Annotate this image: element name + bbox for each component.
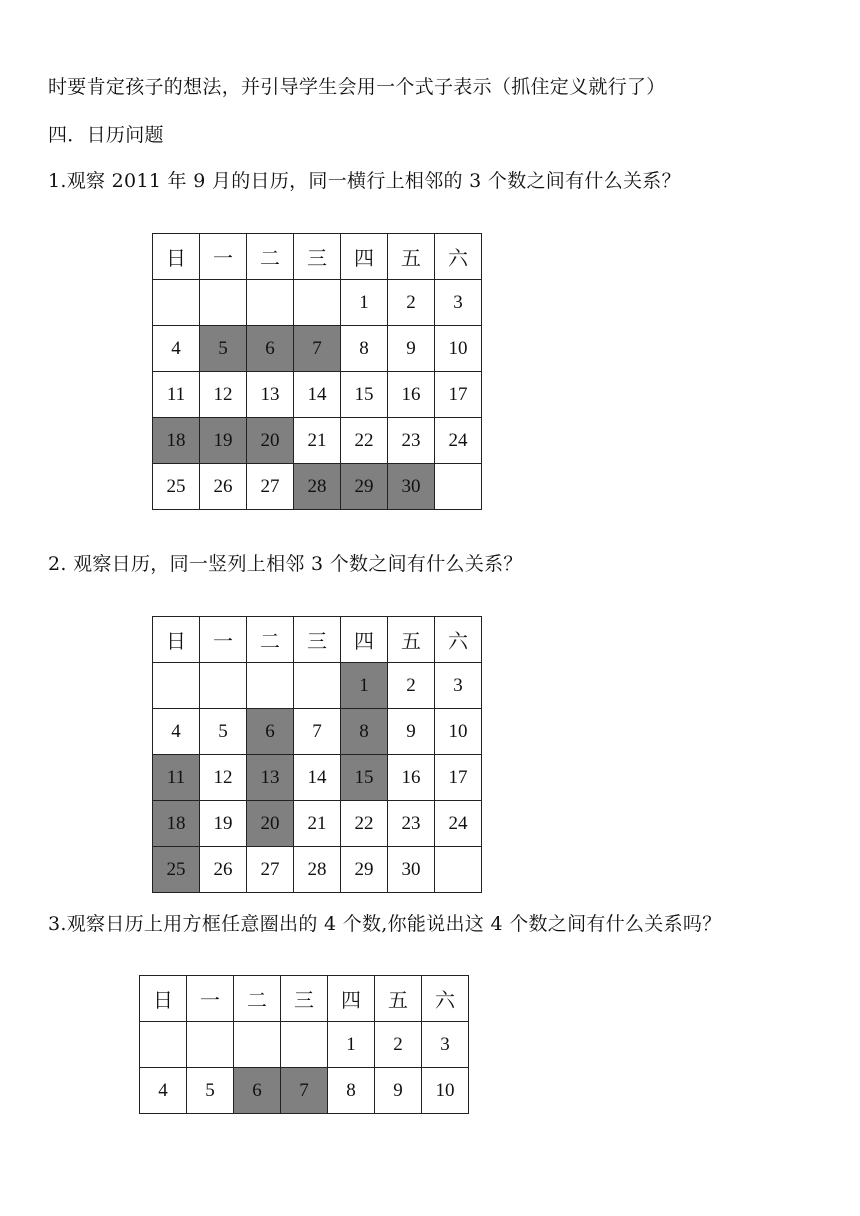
weekday-header: 四	[328, 976, 375, 1022]
calendar-empty-cell	[247, 280, 294, 326]
calendar-day-cell: 22	[341, 418, 388, 464]
calendar-table-2	[152, 616, 482, 893]
calendar-day-cell: 3	[422, 1022, 469, 1068]
calendar-day-cell: 16	[388, 755, 435, 801]
calendar-day-cell: 6	[247, 709, 294, 755]
calendar-day-cell: 17	[435, 755, 482, 801]
weekday-header: 日	[153, 234, 200, 280]
calendar-day-cell: 8	[328, 1068, 375, 1114]
question-1: 1.观察 2011 年 9 月的日历，同一横行上相邻的 3 个数之间有什么关系？	[48, 170, 681, 192]
calendar-day-cell: 21	[294, 418, 341, 464]
calendar-table-3	[139, 975, 469, 1114]
calendar-day-cell: 13	[247, 372, 294, 418]
calendar-empty-cell	[294, 663, 341, 709]
calendar-day-cell: 6	[247, 326, 294, 372]
calendar-day-cell: 19	[200, 418, 247, 464]
calendar-day-cell: 10	[435, 709, 482, 755]
calendar-day-cell: 5	[200, 709, 247, 755]
weekday-header: 二	[247, 234, 294, 280]
calendar-day-cell: 6	[234, 1068, 281, 1114]
weekday-header: 四	[341, 234, 388, 280]
calendar-day-cell: 23	[388, 418, 435, 464]
calendar-day-cell: 15	[341, 755, 388, 801]
calendar-week-row	[153, 709, 482, 755]
section-title: 四．日历问题	[48, 124, 164, 146]
calendar-empty-cell	[140, 1022, 187, 1068]
calendar-day-cell: 2	[375, 1022, 422, 1068]
calendar-day-cell: 16	[388, 372, 435, 418]
calendar-day-cell: 24	[435, 418, 482, 464]
calendar-day-cell: 12	[200, 755, 247, 801]
calendar-day-cell: 21	[294, 801, 341, 847]
calendar-day-cell: 14	[294, 372, 341, 418]
calendar-day-cell: 7	[294, 709, 341, 755]
weekday-header: 一	[187, 976, 234, 1022]
calendar-day-cell: 26	[200, 847, 247, 893]
calendar-day-cell: 27	[247, 464, 294, 510]
calendar-week-row	[153, 326, 482, 372]
calendar-day-cell: 4	[153, 709, 200, 755]
calendar-day-cell: 10	[422, 1068, 469, 1114]
calendar-day-cell: 1	[341, 280, 388, 326]
calendar-week-row	[140, 1022, 469, 1068]
calendar-day-cell: 19	[200, 801, 247, 847]
calendar-day-cell: 9	[375, 1068, 422, 1114]
question-2: 2. 观察日历，同一竖列上相邻 3 个数之间有什么关系？	[48, 553, 523, 575]
calendar-table-1	[152, 233, 482, 510]
calendar-day-cell: 23	[388, 801, 435, 847]
calendar-day-cell: 5	[187, 1068, 234, 1114]
calendar-empty-cell	[153, 280, 200, 326]
calendar-day-cell: 30	[388, 847, 435, 893]
calendar-empty-cell	[153, 663, 200, 709]
weekday-header: 六	[422, 976, 469, 1022]
calendar-week-row	[153, 801, 482, 847]
calendar-day-cell: 27	[247, 847, 294, 893]
weekday-header: 六	[435, 234, 482, 280]
calendar-day-cell: 28	[294, 464, 341, 510]
calendar-day-cell: 2	[388, 663, 435, 709]
weekday-header: 三	[294, 234, 341, 280]
calendar-day-cell: 18	[153, 418, 200, 464]
calendar-day-cell: 8	[341, 709, 388, 755]
calendar-day-cell: 7	[281, 1068, 328, 1114]
weekday-header: 五	[388, 234, 435, 280]
intro-text: 时要肯定孩子的想法，并引导学生会用一个式子表示（抓住定义就行了）	[48, 76, 666, 98]
calendar-day-cell: 3	[435, 663, 482, 709]
calendar-week-row	[153, 372, 482, 418]
calendar-header-row	[153, 234, 482, 280]
calendar-day-cell: 25	[153, 464, 200, 510]
calendar-week-row	[153, 663, 482, 709]
weekday-header: 二	[234, 976, 281, 1022]
question-3: 3.观察日历上用方框任意圈出的 4 个数,你能说出这 4 个数之间有什么关系吗？	[48, 913, 722, 935]
calendar-day-cell: 1	[341, 663, 388, 709]
calendar-week-row	[153, 464, 482, 510]
weekday-header: 二	[247, 617, 294, 663]
calendar-day-cell: 8	[341, 326, 388, 372]
calendar-day-cell: 7	[294, 326, 341, 372]
calendar-empty-cell	[200, 663, 247, 709]
calendar-day-cell: 26	[200, 464, 247, 510]
calendar-day-cell: 29	[341, 847, 388, 893]
calendar-day-cell: 15	[341, 372, 388, 418]
calendar-empty-cell	[435, 847, 482, 893]
weekday-header: 三	[281, 976, 328, 1022]
weekday-header: 四	[341, 617, 388, 663]
calendar-day-cell: 10	[435, 326, 482, 372]
calendar-day-cell: 29	[341, 464, 388, 510]
calendar-week-row	[153, 847, 482, 893]
calendar-day-cell: 5	[200, 326, 247, 372]
calendar-day-cell: 28	[294, 847, 341, 893]
calendar-day-cell: 4	[140, 1068, 187, 1114]
calendar-day-cell: 9	[388, 709, 435, 755]
calendar-empty-cell	[435, 464, 482, 510]
calendar-day-cell: 14	[294, 755, 341, 801]
weekday-header: 六	[435, 617, 482, 663]
calendar-week-row	[140, 1068, 469, 1114]
calendar-day-cell: 20	[247, 801, 294, 847]
calendar-day-cell: 22	[341, 801, 388, 847]
calendar-empty-cell	[187, 1022, 234, 1068]
weekday-header: 三	[294, 617, 341, 663]
calendar-empty-cell	[294, 280, 341, 326]
calendar-header-row	[153, 617, 482, 663]
calendar-week-row	[153, 418, 482, 464]
calendar-day-cell: 20	[247, 418, 294, 464]
calendar-day-cell: 30	[388, 464, 435, 510]
calendar-day-cell: 25	[153, 847, 200, 893]
weekday-header: 日	[153, 617, 200, 663]
calendar-day-cell: 18	[153, 801, 200, 847]
calendar-day-cell: 9	[388, 326, 435, 372]
calendar-header-row	[140, 976, 469, 1022]
calendar-week-row	[153, 280, 482, 326]
calendar-day-cell: 4	[153, 326, 200, 372]
calendar-empty-cell	[247, 663, 294, 709]
weekday-header: 五	[375, 976, 422, 1022]
calendar-day-cell: 24	[435, 801, 482, 847]
calendar-day-cell: 17	[435, 372, 482, 418]
calendar-day-cell: 11	[153, 755, 200, 801]
calendar-day-cell: 12	[200, 372, 247, 418]
calendar-day-cell: 13	[247, 755, 294, 801]
weekday-header: 日	[140, 976, 187, 1022]
weekday-header: 一	[200, 617, 247, 663]
calendar-day-cell: 3	[435, 280, 482, 326]
calendar-empty-cell	[281, 1022, 328, 1068]
calendar-empty-cell	[200, 280, 247, 326]
calendar-day-cell: 2	[388, 280, 435, 326]
calendar-week-row	[153, 755, 482, 801]
weekday-header: 五	[388, 617, 435, 663]
calendar-day-cell: 11	[153, 372, 200, 418]
weekday-header: 一	[200, 234, 247, 280]
calendar-day-cell: 1	[328, 1022, 375, 1068]
calendar-empty-cell	[234, 1022, 281, 1068]
